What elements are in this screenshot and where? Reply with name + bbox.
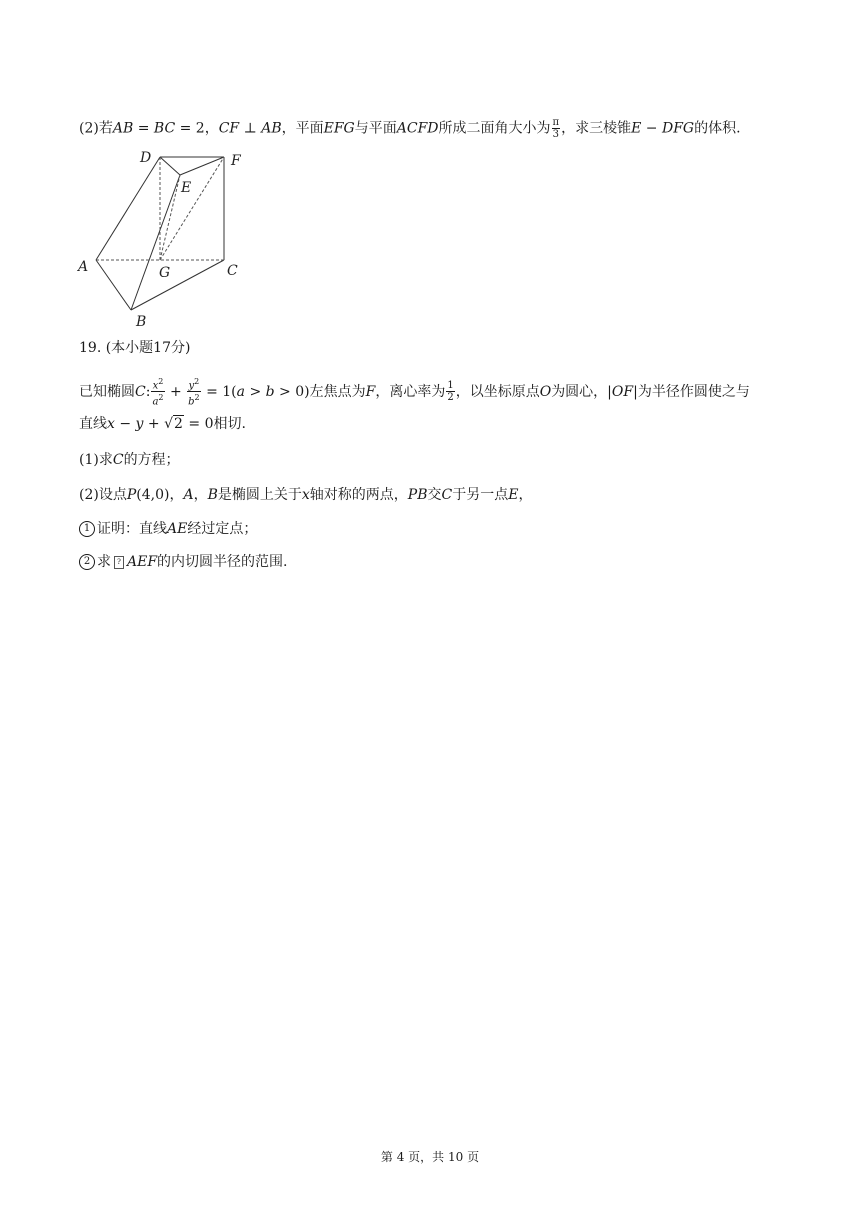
label-D: D: [140, 150, 152, 166]
edge-AD: [96, 157, 160, 260]
page-footer: 第 4 页，共 10 页: [380, 1150, 480, 1164]
angle-fraction: $\frac{\pi}{3}$: [552, 117, 560, 140]
missing-glyph-icon: ?: [114, 556, 124, 569]
sqrt-2: √2: [164, 416, 183, 432]
sub-item-2: 2 求 ? AEF的内切圆半径的范围.: [79, 552, 288, 572]
label-G: G: [159, 265, 171, 281]
edge-GF: [160, 157, 224, 260]
edge-EF: [180, 157, 224, 175]
sub-item-1: 1 证明：直线AE经过定点；: [79, 519, 257, 539]
label-F: F: [231, 153, 241, 169]
edge-DE: [160, 157, 180, 175]
y2-over-b2: $\frac{y^2}{b^2}$: [188, 377, 200, 408]
q19-statement-line2: 直线x − y + √2 = 0相切.: [79, 416, 246, 432]
edge-AB: [96, 260, 131, 310]
label-C: C: [227, 263, 238, 279]
label-B: B: [136, 314, 147, 330]
label-E: E: [181, 180, 192, 196]
sub-question-2: (2)设点P(4,0)，A，B是椭圆上关于x轴对称的两点，PB交C于另一点E，: [79, 487, 533, 503]
edge-BE: [131, 175, 180, 310]
part2-text: (2)若AB = BC = 2，CF ⊥ AB，平面EFG与平面ACFD所成二面角大小为 $\frac{\pi}{3}$ ，求三棱锥E − DFG的体积.: [79, 117, 741, 140]
question-19-title: 19. (本小题17分): [79, 340, 191, 356]
x2-over-a2: $\frac{x^2}{a^2}$: [152, 377, 164, 408]
sub-question-1: (1)求C的方程；: [79, 452, 180, 468]
circled-number-2: 2: [79, 554, 95, 570]
edge-GE: [160, 175, 180, 260]
label-A: A: [78, 259, 89, 275]
edge-BC: [131, 260, 224, 310]
solid-figure: [76, 145, 256, 330]
circled-number-1: 1: [79, 521, 95, 537]
q19-statement-line1: 已知椭圆C: $\frac{x^2}{a^2}$ + $\frac{y^2}{b^2}$ = 1(a > b > 0)左焦点为F，离心率为 $\frac{1}{2}$ ，以坐标原点O为圆心，|OF|为半径作圆使之与: [79, 377, 750, 408]
eccentricity-fraction: $\frac{1}{2}$: [447, 380, 454, 404]
